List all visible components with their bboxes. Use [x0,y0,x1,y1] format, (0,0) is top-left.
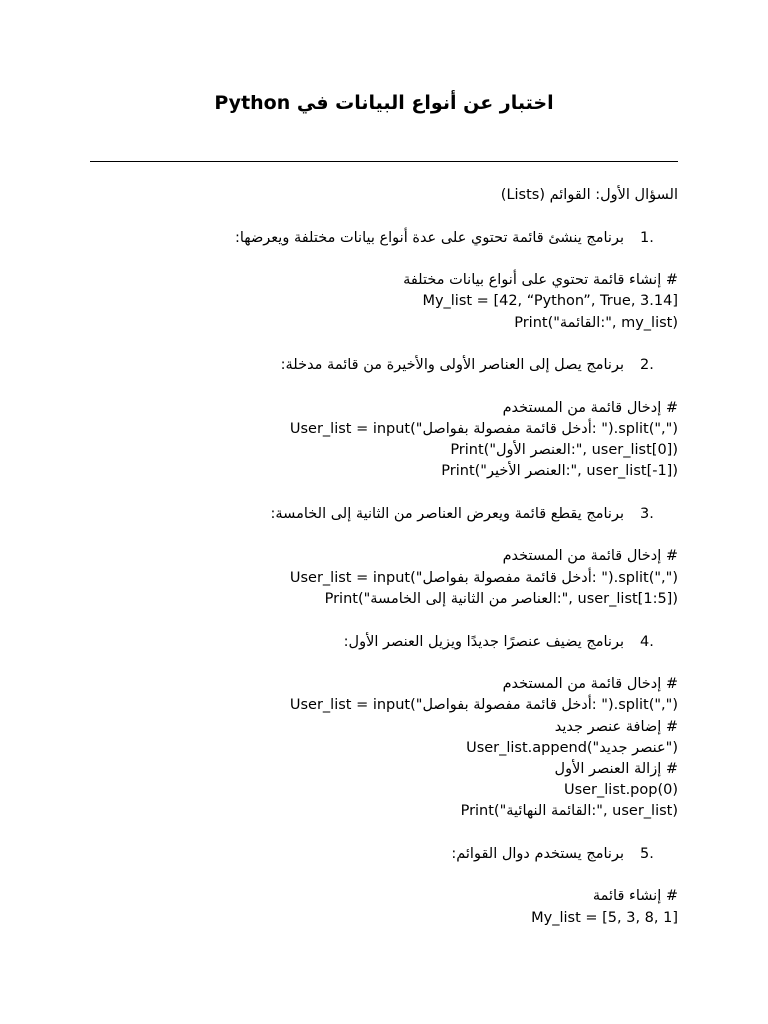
code-line: Print("العنصر الأخير:", user_list[-1]) [441,463,678,479]
item-text: برنامج يقطع قائمة ويعرض العناصر من الثانية إلى الخامسة: [270,506,624,522]
section-heading: السؤال الأول: القوائم (Lists) [500,187,678,203]
code-line: Print("العناصر من الثانية إلى الخامسة:", user_list[1:5]) [324,591,678,607]
code-line: Print("العنصر الأول:", user_list[0]) [450,442,678,458]
item-number: 2. [640,357,654,373]
code-line: # إزالة العنصر الأول [554,761,678,777]
question-item-2 [118,356,678,374]
item-text: برنامج يصل إلى العناصر الأولى والأخيرة من قائمة مدخلة: [280,357,624,373]
code-line: # إنشاء قائمة [592,888,678,904]
code-line: Print("القائمة:", my_list) [514,315,678,331]
question-item-3 [118,505,678,523]
code-line: User_list = input("أدخل قائمة مفصولة بفواصل: ").split(",") [289,570,678,586]
item-number: 3. [640,506,654,522]
page-title: اختبار عن أنواع البيانات في Python [214,92,554,114]
title-divider [90,161,678,162]
code-line: # إدخال قائمة من المستخدم [502,400,678,416]
code-line: My_list = [5, 3, 8, 1] [531,910,678,926]
code-line: # إضافة عنصر جديد [554,719,678,735]
item-number: 5. [640,846,654,862]
code-line: # إنشاء قائمة تحتوي على أنواع بيانات مختلفة [403,272,678,288]
item-text: برنامج ينشئ قائمة تحتوي على عدة أنواع بيانات مختلفة ويعرضها: [235,230,624,246]
code-line: Print("القائمة النهائية:", user_list) [460,803,678,819]
code-line: My_list = [42, “Python”, True, 3.14] [422,293,678,309]
question-item-5 [118,845,678,863]
item-text: برنامج يستخدم دوال القوائم: [451,846,624,862]
code-line: User_list.pop(0) [563,782,678,798]
code-line: User_list.append("عنصر جديد") [466,740,678,756]
code-line: # إدخال قائمة من المستخدم [502,676,678,692]
code-line: User_list = input("أدخل قائمة مفصولة بفواصل: ").split(",") [289,697,678,713]
item-number: 4. [640,634,654,650]
item-text: برنامج يضيف عنصرًا جديدًا ويزيل العنصر الأول: [343,634,624,650]
item-number: 1. [640,230,654,246]
code-line: # إدخال قائمة من المستخدم [502,548,678,564]
question-item-1 [118,229,678,247]
code-line: User_list = input("أدخل قائمة مفصولة بفواصل: ").split(",") [289,421,678,437]
question-item-4 [118,633,678,651]
